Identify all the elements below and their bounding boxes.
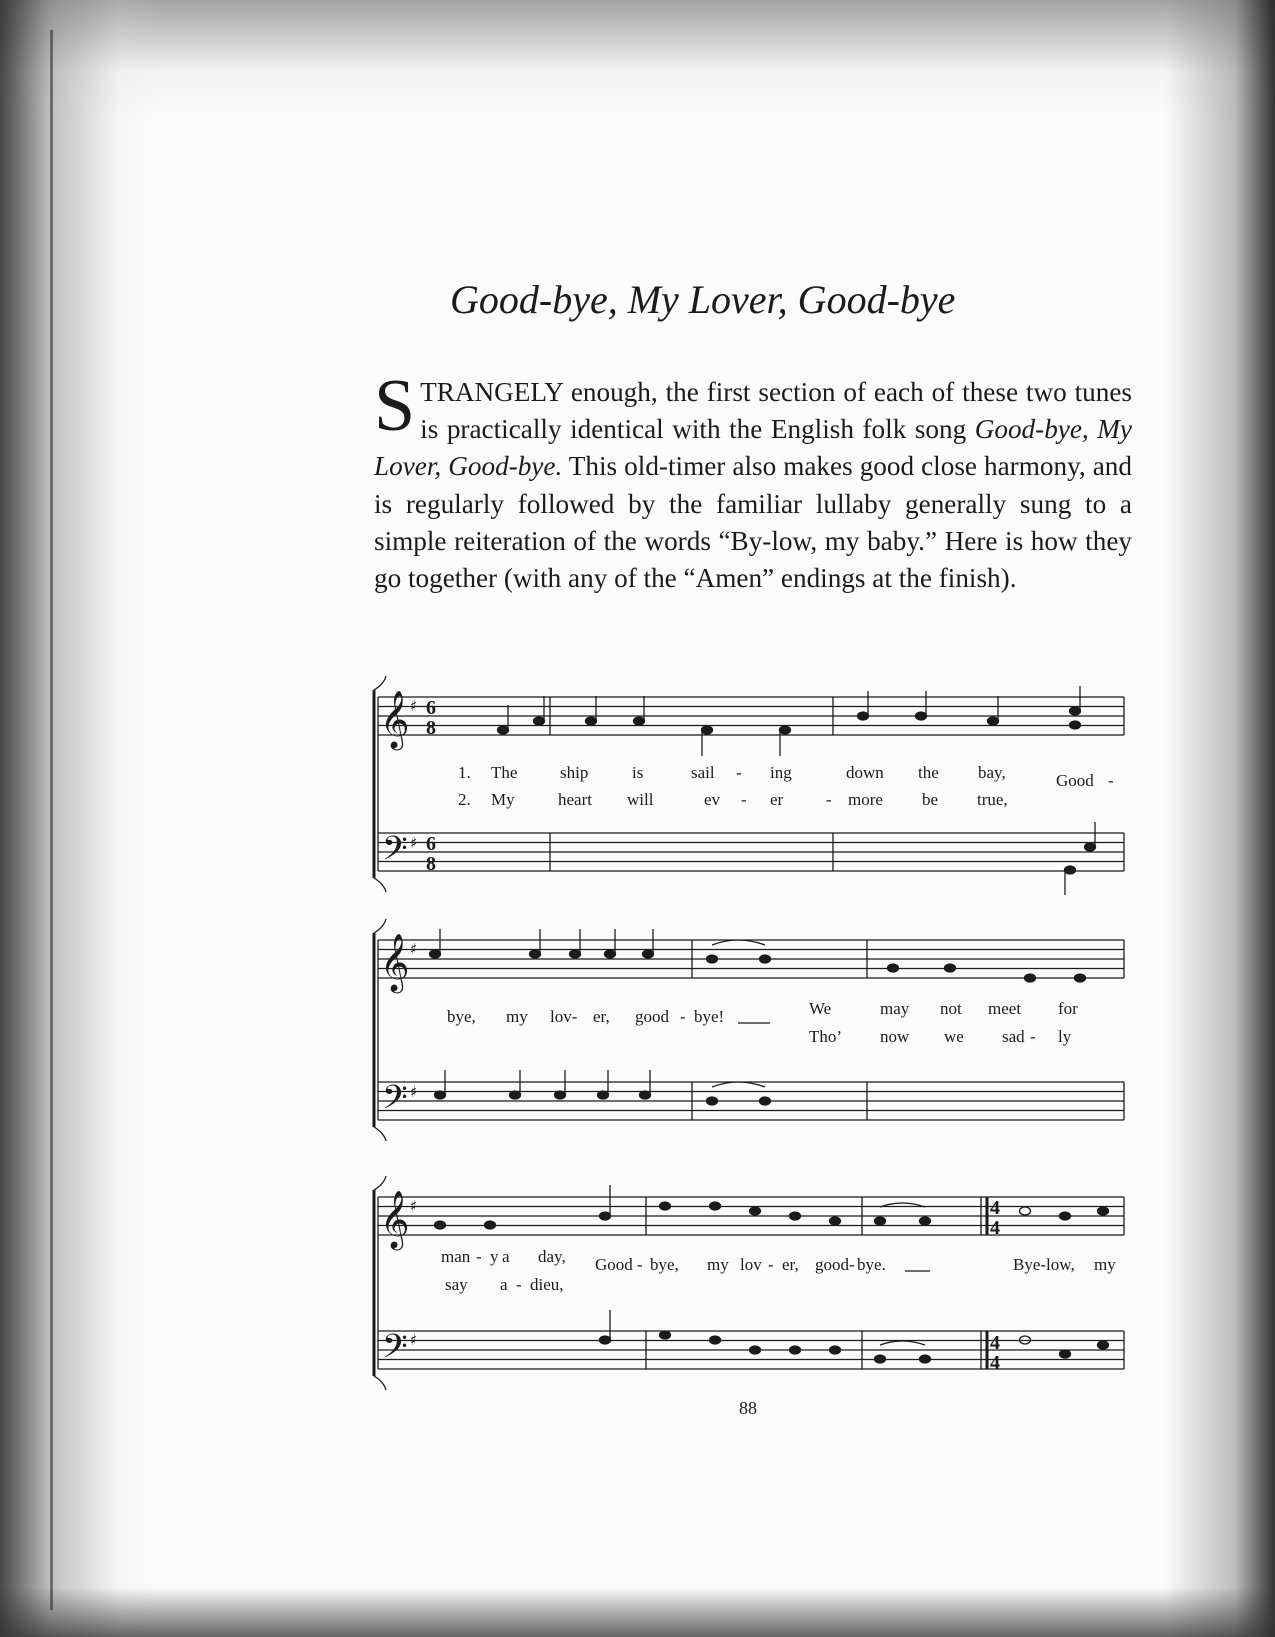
lyric: more [848,790,883,809]
lyric: ly [1058,1027,1072,1046]
lyric: - [826,790,832,809]
lyric: my [1094,1255,1116,1274]
lyric: day, [538,1247,566,1266]
lyric: er, [782,1255,799,1274]
page-number: 88 [739,1398,757,1418]
lyric: er, [593,1007,610,1026]
treble-clef-icon: 𝄞 [380,1190,410,1248]
lyric: will [627,790,654,809]
lyric: heart [558,790,592,809]
lyric: lov- [550,1007,578,1026]
lyric: er [770,790,784,809]
treble-clef-icon: 𝄞 [380,933,410,991]
lyric: man [441,1247,471,1266]
system1-bass-staff [378,833,1124,871]
lyric: good [815,1255,849,1274]
lyric: bye! [694,1007,725,1026]
sharp-icon: ♯ [410,697,418,715]
verse-number: 1. [458,763,471,782]
lyric: we [944,1027,964,1046]
system2-treble-staff [378,940,1124,978]
lyric: y [490,1247,499,1266]
lyrics-system3 [441,1247,1116,1294]
lyric: Good [595,1255,633,1274]
lyric: down [846,763,884,782]
lyric: The [491,763,518,782]
lyric: my [707,1255,729,1274]
time-sig-top: 6 [426,697,436,719]
lyric: ev [704,790,721,809]
time-sig-top: 4 [990,1197,1000,1219]
lyric: - [741,790,747,809]
time-sig-bottom: 8 [426,717,436,739]
lyric: My [491,790,515,809]
lyric: ing [770,763,792,782]
lyric: - [680,1007,686,1026]
lyrics-system1 [458,763,1114,809]
sharp-icon: ♯ [410,1083,418,1101]
lyric: a [500,1275,508,1294]
lyric: bay, [978,763,1006,782]
lyric: We [809,999,832,1018]
lyric: - [768,1255,774,1274]
time-sig-bottom: 8 [426,853,436,875]
sharp-icon: ♯ [410,834,418,852]
lyric: a [502,1247,510,1266]
bass-clef-icon: 𝄢 [382,830,408,876]
verse-number: 2. [458,790,471,809]
sharp-icon: ♯ [410,1331,418,1349]
lyric: my [506,1007,528,1026]
lyric: now [880,1027,910,1046]
lyric: - [1108,771,1114,790]
lyric: sad [1002,1027,1025,1046]
lyric: may [880,999,910,1018]
lyric: bye. [857,1255,886,1274]
lyric: true, [977,790,1008,809]
time-sig-bottom: 4 [990,1217,1000,1239]
sharp-icon: ♯ [410,1197,418,1215]
bass-clef-icon: 𝄢 [382,1079,408,1125]
lyric: not [940,999,962,1018]
lyric: - [516,1275,522,1294]
lyric: Tho’ [809,1027,843,1046]
lyric: be [922,790,939,809]
lyric: Bye-low, [1013,1255,1075,1274]
lyric: is [632,763,644,782]
system1-treble-staff [378,697,1124,735]
lyric: good [635,1007,669,1026]
treble-clef-icon: 𝄞 [380,690,410,748]
lyric: ship [560,763,589,782]
intro-lead: TRANGELY enough, the first section of each of these two tunes is practically identical with the English folk song [420,377,1132,445]
lyric: sail [691,763,715,782]
intro-song-title: Good-bye, My Lover, Good-bye. [374,414,1132,482]
lyric: - [849,1255,855,1274]
drop-cap: S [374,365,416,447]
time-sig-bottom: 4 [990,1352,1000,1374]
bass-clef-icon: 𝄢 [382,1328,408,1374]
lyric: for [1058,999,1078,1018]
lyric: the [918,763,939,782]
lyric: say [445,1275,468,1294]
lyric: - [637,1255,643,1274]
lyric: meet [988,999,1022,1018]
lyric: - [736,763,742,782]
lyric: dieu, [530,1275,564,1294]
lyric: bye, [650,1255,679,1274]
intro-rest: This old-timer also makes good close harmony, and is regularly followed by the familiar lullaby generally sung to a simple reiteration of the words “By-low, my baby.” Here is how they go together (with any of the “Amen” endings at the finish). [374,451,1132,594]
system2-bass-staff [378,1082,1124,1120]
notes-system3 [435,1185,1109,1363]
lyric: - [1030,1027,1036,1046]
lyric: lov [740,1255,762,1274]
lyric: - [476,1247,482,1266]
page-title: Good-bye, My Lover, Good-bye [450,277,956,322]
lyric: bye, [447,1007,476,1026]
time-sig-top: 6 [426,833,436,855]
lyrics-system2 [447,999,1078,1046]
time-sig-top: 4 [990,1332,1000,1354]
lyric: Good [1056,771,1094,790]
sharp-icon: ♯ [410,940,418,958]
